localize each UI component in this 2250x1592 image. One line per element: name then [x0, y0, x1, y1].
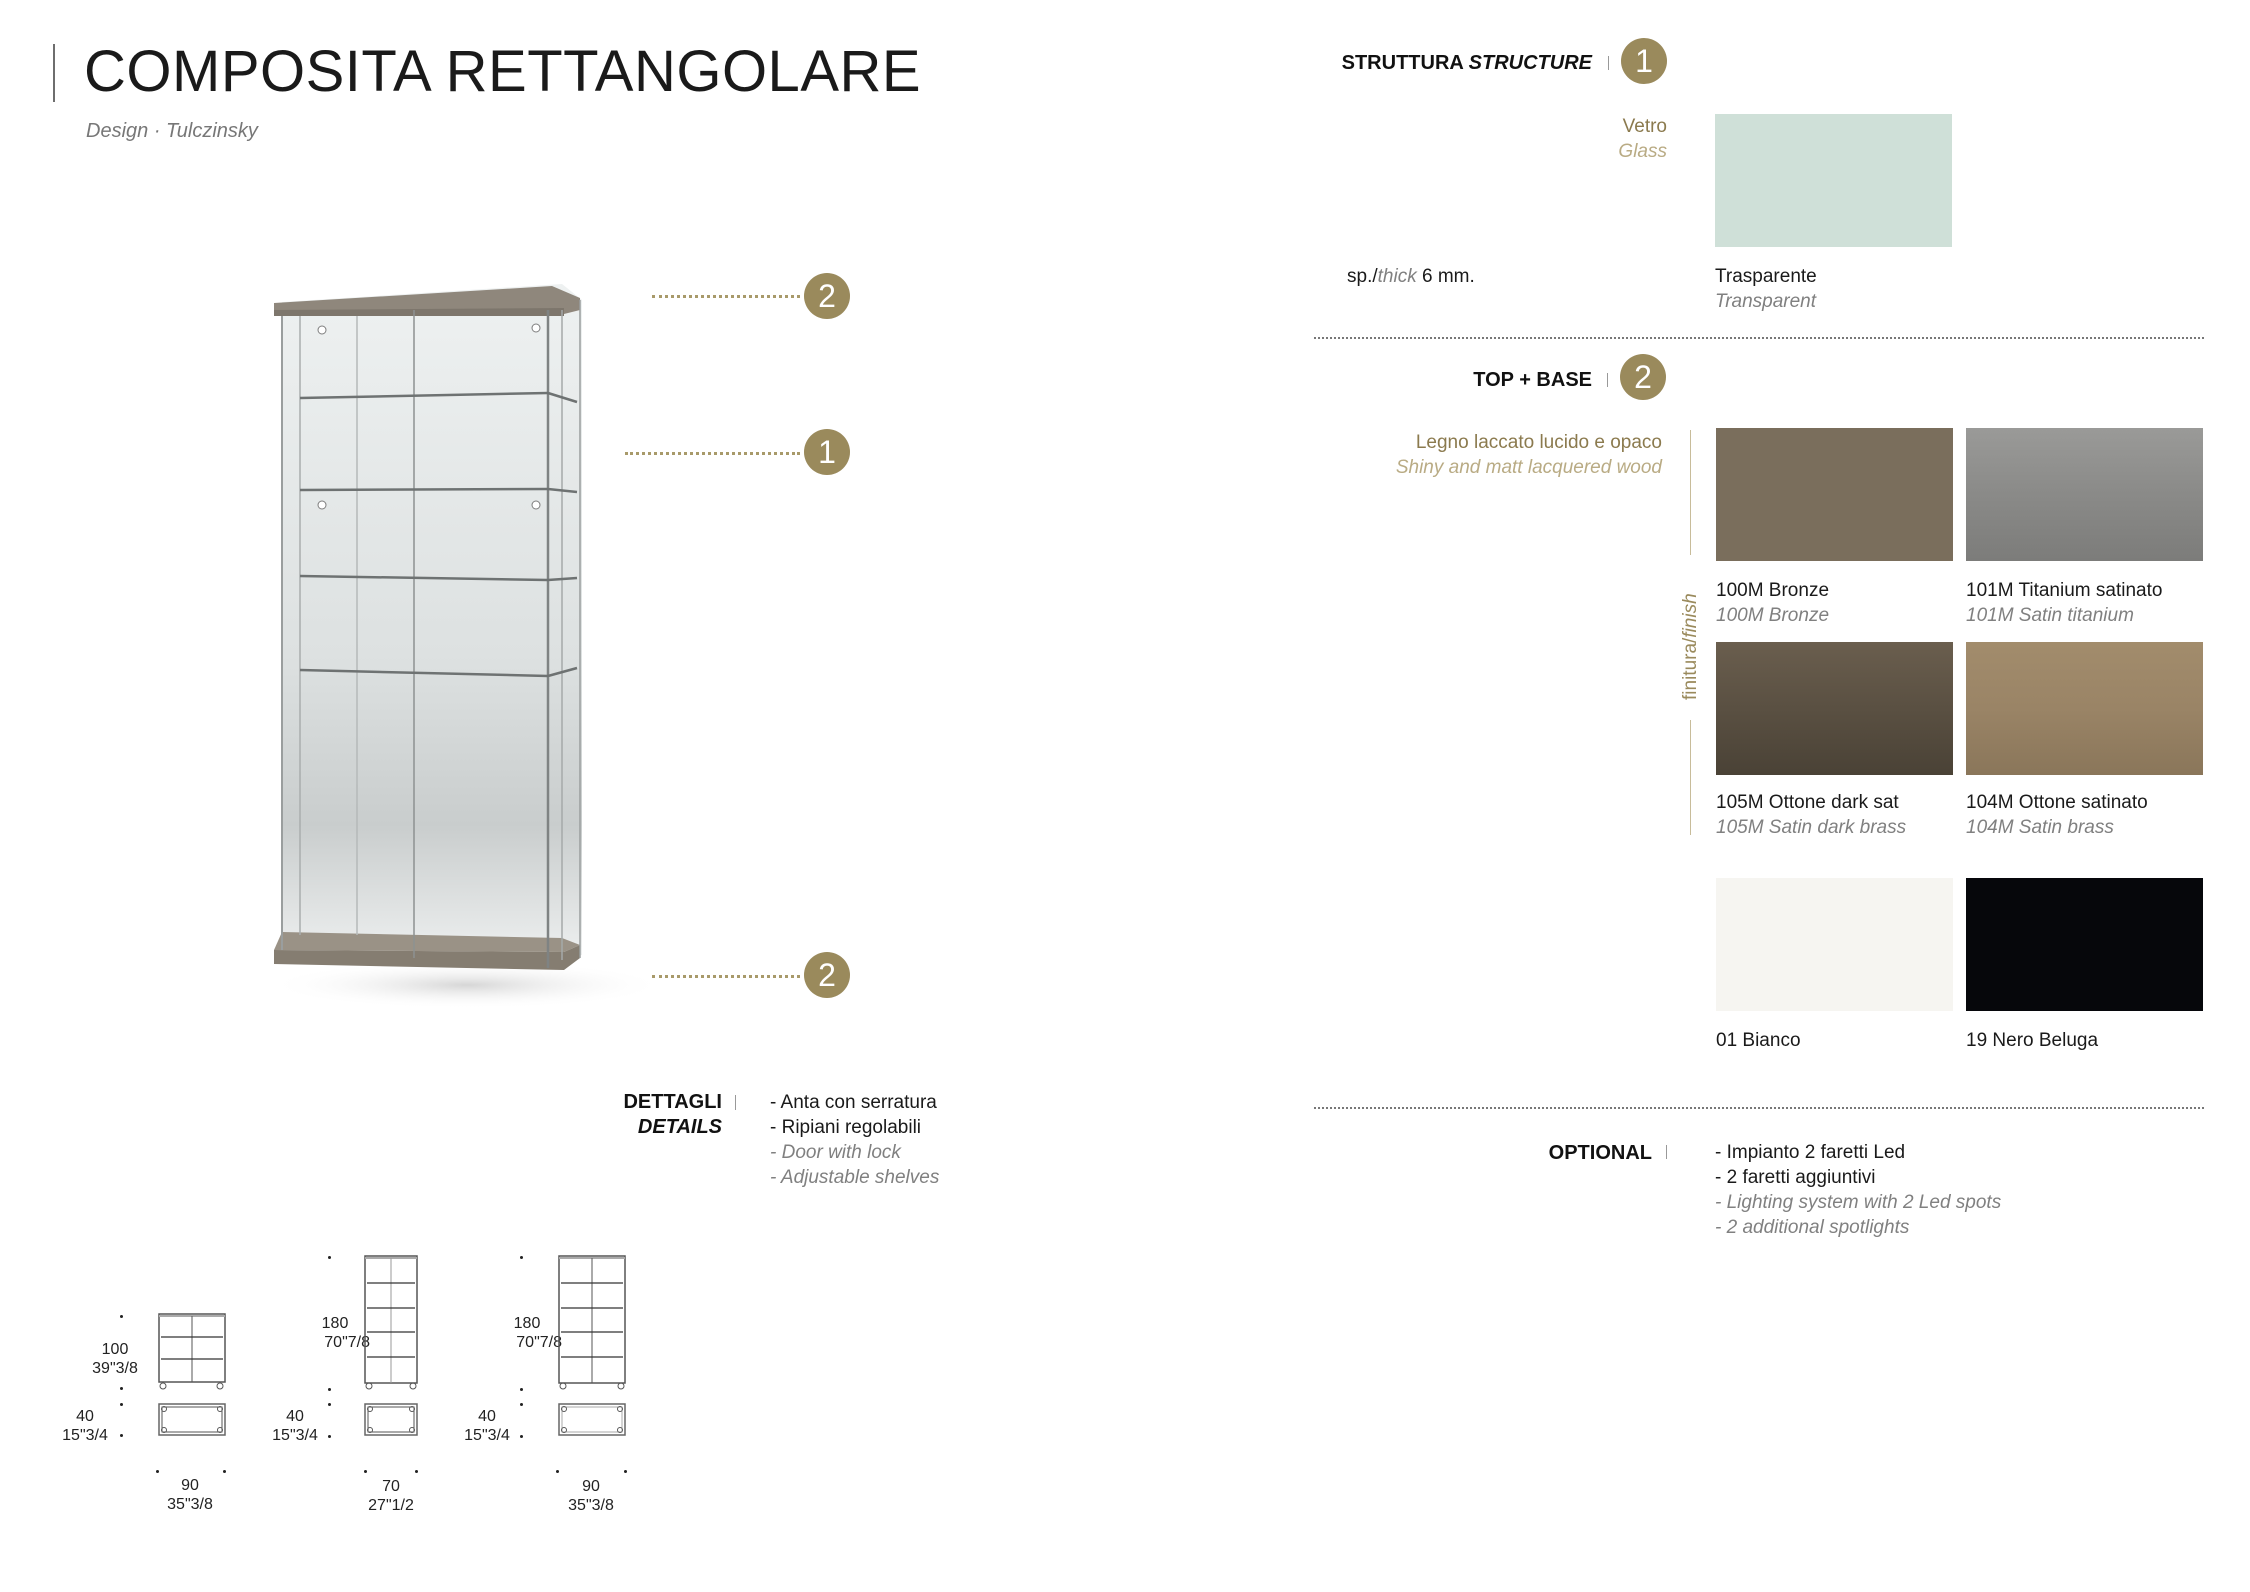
thickness-label-en: thick — [1377, 266, 1417, 287]
callout-line-top — [652, 295, 800, 298]
depth-cm: 40 — [76, 1408, 94, 1425]
details-list — [770, 1090, 939, 1190]
finish-line-upper — [1690, 430, 1691, 555]
width-in: 27"1/2 — [368, 1497, 414, 1514]
swatch-101m-titanium[interactable] — [1966, 428, 2203, 561]
dimension-dot — [328, 1435, 331, 1438]
dimension-dot — [328, 1256, 331, 1259]
section-divider — [1314, 337, 2204, 339]
swatch-100m-bronze[interactable] — [1716, 428, 1953, 561]
top-base-separator — [1607, 373, 1608, 387]
dimension-diagram-2 — [260, 1240, 460, 1540]
width-cm: 90 — [181, 1477, 199, 1494]
height-in: 39"3/8 — [92, 1360, 138, 1377]
callout-line-glass — [625, 452, 800, 455]
dimension-dot — [120, 1403, 123, 1406]
dimension-diagram-3 — [452, 1240, 652, 1540]
callout-badge-top: 2 — [804, 273, 850, 319]
dimension-dot — [223, 1470, 226, 1473]
finish-label-it: finitura/ — [1680, 637, 1701, 700]
details-heading-it: DETTAGLI — [623, 1091, 722, 1113]
plan-view-icon — [558, 1403, 626, 1436]
top-base-material-it: Legno laccato lucido e opaco — [1415, 432, 1662, 453]
swatch-name-en: 104M Satin brass — [1966, 817, 2114, 838]
structure-badge: 1 — [1621, 38, 1667, 84]
top-base-badge: 2 — [1620, 354, 1666, 400]
depth-cm: 40 — [478, 1408, 496, 1425]
section-divider — [1314, 1107, 2204, 1109]
details-item: - Anta con serratura — [770, 1092, 937, 1113]
swatch-104m-satin-brass[interactable] — [1966, 642, 2203, 775]
structure-heading — [1342, 50, 1592, 76]
dimension-dot — [156, 1470, 159, 1473]
swatch-name-en: Transparent — [1715, 291, 1817, 312]
dimension-dot — [328, 1403, 331, 1406]
details-item-en: - Adjustable shelves — [770, 1167, 940, 1188]
structure-heading-it: STRUTTURA — [1341, 52, 1464, 74]
thickness-prefix: sp./ — [1347, 266, 1378, 287]
plan-view-icon — [364, 1403, 418, 1436]
top-base-material — [1396, 430, 1662, 480]
swatch-name-en: 105M Satin dark brass — [1716, 817, 1907, 838]
optional-item-en: - 2 additional spotlights — [1715, 1217, 1910, 1238]
swatch-name-en: 101M Satin titanium — [1966, 605, 2134, 626]
height-cm: 180 — [513, 1315, 541, 1332]
dimension-dot — [556, 1470, 559, 1473]
top-base-material-en: Shiny and matt lacquered wood — [1395, 457, 1662, 478]
optional-item: - 2 faretti aggiuntivi — [1715, 1167, 1876, 1188]
designer-credit: Design · Tulczinsky — [86, 120, 258, 142]
swatch-name-it: 105M Ottone dark sat — [1716, 792, 1899, 813]
front-elevation-icon — [364, 1255, 418, 1391]
width-cm: 70 — [382, 1478, 400, 1495]
swatch-label-101m — [1966, 578, 2162, 628]
dimension-dot — [328, 1388, 331, 1391]
dimension-dot — [520, 1256, 523, 1259]
depth-in: 15"3/4 — [464, 1427, 510, 1444]
depth-in: 15"3/4 — [62, 1427, 108, 1444]
callout-badge-glass: 1 — [804, 429, 850, 475]
finish-line-lower — [1690, 720, 1691, 835]
height-cm: 100 — [101, 1341, 129, 1358]
depth-cm: 40 — [286, 1408, 304, 1425]
swatch-transparent[interactable] — [1715, 114, 1952, 247]
swatch-name-it: 100M Bronze — [1716, 580, 1830, 601]
swatch-name-it: Trasparente — [1715, 266, 1817, 287]
height-cm: 180 — [321, 1315, 349, 1332]
callout-badge-base: 2 — [804, 952, 850, 998]
structure-material-it: Vetro — [1622, 116, 1667, 137]
structure-material-en: Glass — [1618, 141, 1667, 162]
width-in: 35"3/8 — [167, 1496, 213, 1513]
depth-in: 15"3/4 — [272, 1427, 318, 1444]
glass-cabinet-image — [262, 270, 672, 1010]
details-item-en: - Door with lock — [770, 1142, 901, 1163]
swatch-label-105m — [1716, 790, 1906, 840]
swatch-label-01: 01 Bianco — [1716, 1030, 1801, 1051]
width-in: 35"3/8 — [568, 1497, 614, 1514]
details-separator — [735, 1095, 736, 1110]
plan-view-icon — [158, 1403, 226, 1436]
title-accent-bar — [53, 44, 55, 102]
optional-heading: OPTIONAL — [1548, 1142, 1652, 1164]
swatch-label-104m — [1966, 790, 2148, 840]
front-elevation-icon — [158, 1313, 226, 1393]
swatch-105m-dark-brass[interactable] — [1716, 642, 1953, 775]
swatch-name-it: 104M Ottone satinato — [1966, 792, 2148, 813]
optional-item: - Impianto 2 faretti Led — [1715, 1142, 1906, 1163]
swatch-transparent-label — [1715, 264, 1817, 314]
front-elevation-icon — [558, 1255, 626, 1391]
height-in: 70"7/8 — [324, 1334, 370, 1351]
dimension-dot — [520, 1435, 523, 1438]
swatch-01-bianco[interactable] — [1716, 878, 1953, 1011]
details-heading — [623, 1090, 722, 1115]
finish-vertical-label — [1680, 593, 1702, 700]
structure-separator — [1608, 56, 1609, 70]
height-in: 70"7/8 — [516, 1334, 562, 1351]
dimension-dot — [520, 1403, 523, 1406]
optional-separator — [1666, 1145, 1667, 1159]
dimension-dot — [520, 1388, 523, 1391]
swatch-label-19: 19 Nero Beluga — [1966, 1030, 2099, 1051]
dimension-dot — [120, 1387, 123, 1390]
swatch-19-nero-beluga[interactable] — [1966, 878, 2203, 1011]
dimension-dot — [364, 1470, 367, 1473]
details-heading-en-text: DETAILS — [637, 1116, 722, 1138]
swatch-label-100m — [1716, 578, 1829, 628]
dimension-dot — [120, 1315, 123, 1318]
structure-heading-en: STRUCTURE — [1468, 52, 1592, 74]
details-heading-en — [638, 1115, 722, 1140]
swatch-name-it: 101M Titanium satinato — [1966, 580, 2163, 601]
dimension-dot — [415, 1470, 418, 1473]
finish-label-en: finish — [1680, 593, 1701, 638]
optional-item-en: - Lighting system with 2 Led spots — [1715, 1192, 2002, 1213]
optional-list — [1715, 1140, 2001, 1240]
dimension-dot — [624, 1470, 627, 1473]
page-title: COMPOSITA RETTANGOLARE — [84, 39, 922, 104]
thickness-label — [1347, 264, 1475, 289]
structure-material — [1618, 114, 1667, 164]
details-item: - Ripiani regolabili — [770, 1117, 922, 1138]
top-base-heading: TOP + BASE — [1473, 369, 1592, 391]
width-cm: 90 — [582, 1478, 600, 1495]
swatch-name-en: 100M Bronze — [1716, 605, 1830, 626]
dimension-dot — [120, 1434, 123, 1437]
callout-line-base — [652, 975, 800, 978]
thickness-value: 6 mm. — [1421, 266, 1475, 287]
dimension-diagram-1 — [50, 1250, 250, 1540]
